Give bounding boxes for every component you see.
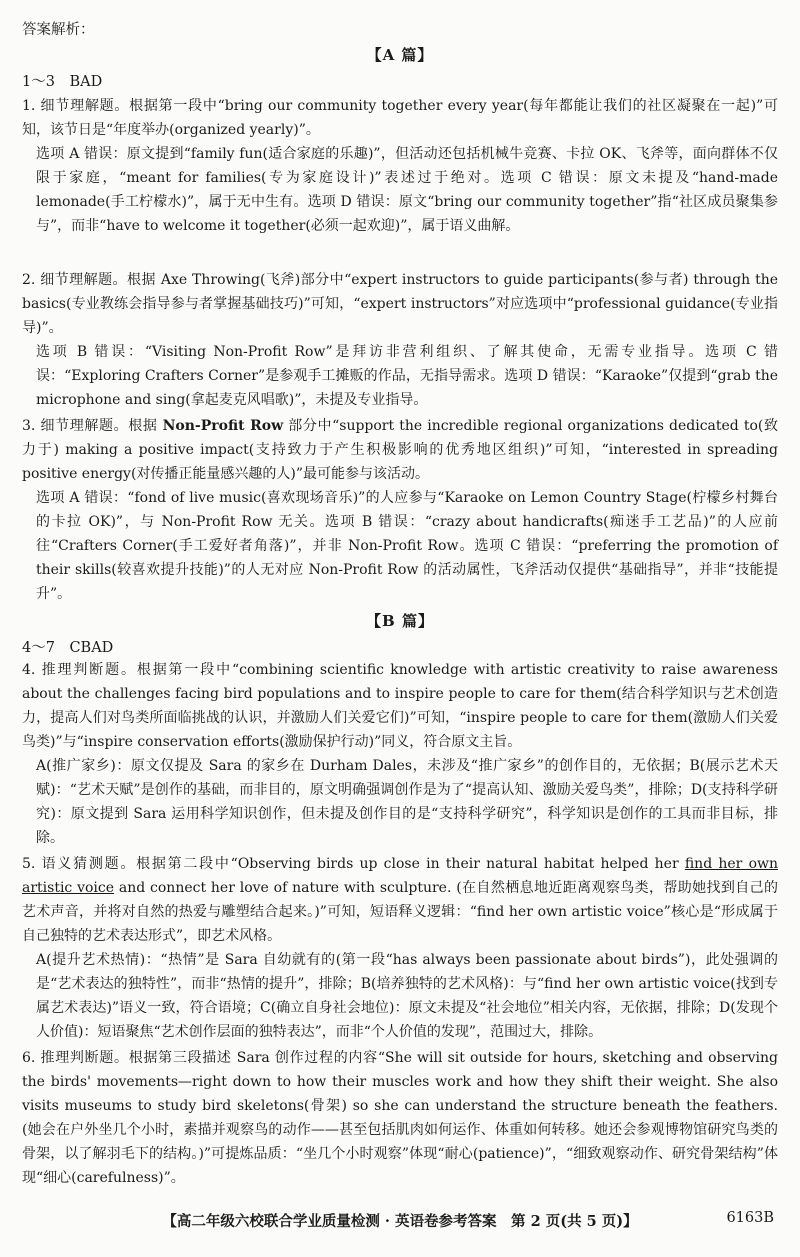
section-a-answers: 1～3 BAD (22, 74, 103, 90)
page-footer (0, 1210, 800, 1231)
section-b-title: 【B 篇】 (366, 612, 434, 630)
question-4-options: A(推广家乡)：原文仅提及 Sara 的家乡在 Durham Dales，未涉及“推广家乡”的创作目的，无依据；B(展示艺术天赋)：“艺术天赋”是创作的基础，而非目的，原文明确强调创作是为了“提高认知、激励关爱鸟类”，排除；D(支持科学研究)：原文提到 Sara 运用科学知识创作，但未提及创作目的是“支持科学研究”，科学知识是创作的工具而非目标，排除。 (36, 758, 778, 846)
question-3 (22, 414, 778, 606)
question-4 (22, 658, 778, 850)
question-5-text-b: and connect her love of nature with sculpture. (在自然栖息地近距离观察鸟类，帮助她找到自己的艺术声音，并将对自然的热爱与雕塑结合起来。)”可知，短语释义逻辑：“find her own artistic voice”核心是“形成属于自己独特的艺术表达形式”，即艺术风格。 (22, 880, 778, 944)
question-3-text (22, 414, 778, 486)
question-2 (22, 268, 778, 412)
question-1-options: 选项 A 错误：原文提到“family fun(适合家庭的乐趣)”，但活动还包括机械牛竞赛、卡拉 OK、飞斧等，面向群体不仅限于家庭，“meant for families(专为家庭设计)”表述过于绝对。选项 C 错误：原文未提及“hand-made lemonade(手工柠檬水)”，属于无中生有。选项 D 错误：原文“bring our community together”指“社区成员聚集参与”，而非“have to welcome it together(必须一起欢迎)”，属于语义曲解。 (36, 146, 778, 234)
question-1 (22, 94, 778, 238)
footer-text: 【高二年级六校联合学业质量检测 · 英语卷参考答案 第 2 页(共 5 页)】 (162, 1213, 638, 1230)
question-3-options: 选项 A 错误：“fond of live music(喜欢现场音乐)”的人应参与“Karaoke on Lemon Country Stage(柠檬乡村舞台的卡拉 OK)”，与 Non-Profit Row 无关。选项 B 错误：“crazy about handicrafts(痴迷手工艺品)”的人应前往“Crafters Corner(手工爱好者角落)”，并非 Non-Profit Row。选项 C 错误：“preferring the promotion of their skills(较喜欢提升技能)”的人无对应 Non-Profit Row 的活动属性，飞斧活动仅提供“基础指导”，并非“技能提升”。 (36, 490, 778, 602)
question-5-underlined-phrase: find her own artistic voice (22, 856, 778, 896)
question-6 (22, 1046, 778, 1190)
question-5-options: A(提升艺术热情)：“热情”是 Sara 自幼就有的(第一段“has always been passionate about birds”)，此处强调的是“艺术表达的独特性”，而非“热情的提升”，排除；B(培养独特的艺术风格)：与“find her own artistic voice(找到专属艺术表达)”语义一致，符合语境；C(确立自身社会地位)：原文未提及“社会地位”相关内容，无依据，排除；D(发现个人价值)：短语聚焦“艺术创作层面的独特表达”，而非“个人价值的发现”，范围过大，排除。 (36, 952, 778, 1040)
question-6-text: 6. 推理判断题。根据第三段描述 Sara 创作过程的内容“She will sit outside for hours, sketching and observing the birds' movements—right down to how their muscles work and how they shift their weight. She also visits museums to study bird skeletons(骨架) so she can understand the structure beneath the feathers. (她会在户外坐几个小时，素描并观察鸟的动作——甚至包括肌肉如何运作、体重如何转移。她还会参观博物馆研究鸟类的骨架，以了解羽毛下的结构。)”可提炼品质：“坐几个小时观察”体现“耐心(patience)”，“细致观察动作、研究骨架结构”体现“细心(carefulness)”。 (22, 1050, 778, 1186)
question-5-text (22, 852, 778, 948)
question-3-bold-term: Non-Profit Row (162, 418, 284, 434)
section-a-title: 【A 篇】 (366, 46, 434, 64)
intro-heading: 答案解析： (22, 22, 95, 38)
question-1-text: 1. 细节理解题。根据第一段中“bring our community together every year(每年都能让我们的社区凝聚在一起)”可知，该节日是“年度举办(organized yearly)”。 (22, 98, 778, 138)
question-5-text-a: 5. 语义猜测题。根据第二段中“Observing birds up close in their natural habitat helped her (22, 856, 685, 872)
question-3-text-a: 3. 细节理解题。根据 (22, 418, 163, 434)
section-b-answers: 4～7 CBAD (22, 640, 114, 656)
question-3-text-b: 部分中“support the incredible regional organizations dedicated to(致力于) making a positive impact(支持致力于产生积极影响的优秀地区组织)”可知，“interested in spreading positive energy(对传播正能量感兴趣的人)”最可能参与该活动。 (22, 418, 778, 482)
question-2-options: 选项 B 错误：“Visiting Non-Profit Row”是拜访非营利组织、了解其使命，无需专业指导。选项 C 错误：“Exploring Crafters Corner”是参观手工摊贩的作品，无指导需求。选项 D 错误：“Karaoke”仅提到“grab the microphone and sing(拿起麦克风唱歌)”，未提及专业指导。 (36, 344, 778, 408)
footer-code: 6163B (726, 1210, 774, 1226)
question-2-text: 2. 细节理解题。根据 Axe Throwing(飞斧)部分中“expert instructors to guide participants(参与者) through the basics(专业教练会指导参与者掌握基础技巧)”可知，“expert instructors”对应选项中“professional guidance(专业指导)”。 (22, 272, 778, 336)
question-5 (22, 852, 778, 1044)
question-4-text: 4. 推理判断题。根据第一段中“combining scientific knowledge with artistic creativity to raise awareness about the challenges facing bird populations and to inspire people to care for them(结合科学知识与艺术创造力，提高人们对鸟类所面临挑战的认识，并激励人们关爱它们)”可知，“inspire people to care for them(激励人们关爱鸟类)”与“inspire conservation efforts(激励保护行动)”同义，符合原文主旨。 (22, 662, 778, 750)
